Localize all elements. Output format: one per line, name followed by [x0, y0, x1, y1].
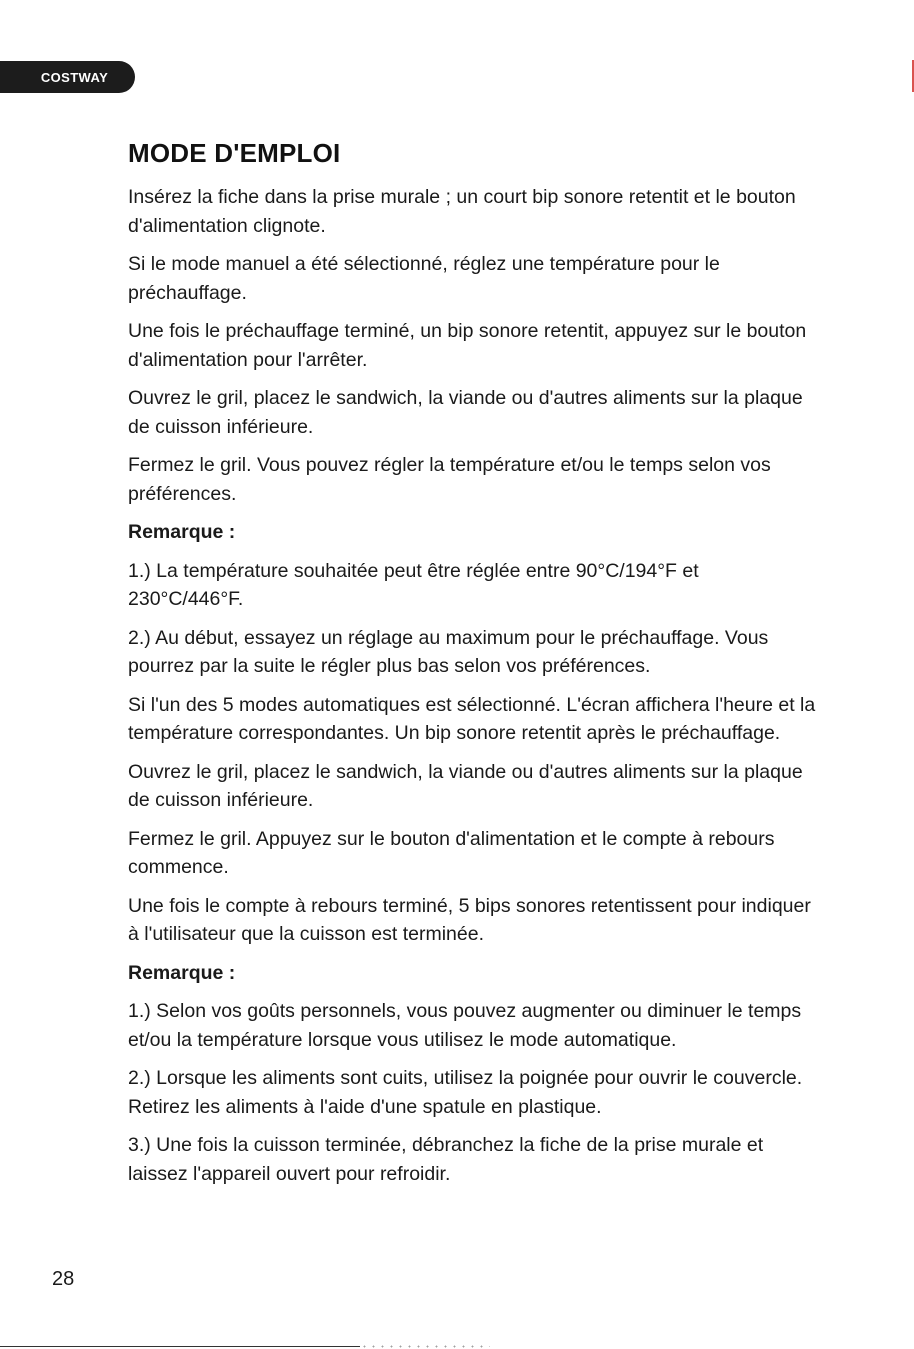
page-title: MODE D'EMPLOI: [128, 138, 341, 168]
remark-item: 1.) La température souhaitée peut être réglée entre 90°C/194°F et 230°C/446°F.: [128, 559, 699, 610]
instruction-paragraph: Si le mode manuel a été sélectionné, réglez une température pour le préchauffage.: [128, 253, 720, 304]
instruction-paragraph: Si l'un des 5 modes automatiques est sélectionné. L'écran affichera l'heure et la température correspondantes. Un bip sonore retentit après le préchauffage.: [128, 693, 816, 744]
page-number: 28: [52, 1268, 75, 1290]
instruction-paragraph: Ouvrez le gril, placez le sandwich, la viande ou d'autres aliments sur la plaque de cuisson inférieure.: [128, 760, 803, 811]
remark-item: 1.) Selon vos goûts personnels, vous pouvez augmenter ou diminuer le temps et/ou la température lorsque vous utilisez le mode automatique.: [128, 1000, 802, 1051]
instruction-paragraph: Ouvrez le gril, placez le sandwich, la viande ou d'autres aliments sur la plaque de cuisson inférieure.: [128, 387, 803, 438]
brand-logo-tab: [0, 61, 135, 93]
instruction-paragraph: Insérez la fiche dans la prise murale ; un court bip sonore retentit et le bouton d'alimentation clignote.: [128, 186, 796, 237]
instruction-paragraph: Fermez le gril. Vous pouvez régler la température et/ou le temps selon vos préférences.: [128, 454, 771, 505]
instruction-paragraph: Fermez le gril. Appuyez sur le bouton d'alimentation et le compte à rebours commence.: [128, 827, 775, 878]
remark-heading: Remarque :: [128, 961, 236, 984]
instruction-paragraph: Une fois le compte à rebours terminé, 5 bips sonores retentissent pour indiquer à l'utilisateur que la cuisson est terminée.: [128, 894, 811, 945]
brand-label: COSTWAY: [40, 69, 109, 85]
footer-rule: [0, 1346, 360, 1347]
instruction-paragraph: Une fois le préchauffage terminé, un bip sonore retentit, appuyez sur le bouton d'alimentation pour l'arrêter.: [128, 320, 807, 371]
remark-item: 2.) Lorsque les aliments sont cuits, utilisez la poignée pour ouvrir le couvercle. Retirez les aliments à l'aide d'une spatule en plastique.: [128, 1067, 803, 1118]
remark-item: 2.) Au début, essayez un réglage au maximum pour le préchauffage. Vous pourrez par la suite le régler plus bas selon vos préférences.: [128, 626, 769, 677]
instructions-content: [128, 138, 818, 1198]
remark-item: 3.) Une fois la cuisson terminée, débranchez la fiche de la prise murale et laissez l'appareil ouvert pour refroidir.: [128, 1134, 764, 1185]
footer-dotted-line: [360, 1345, 490, 1348]
remark-heading: Remarque :: [128, 521, 236, 543]
